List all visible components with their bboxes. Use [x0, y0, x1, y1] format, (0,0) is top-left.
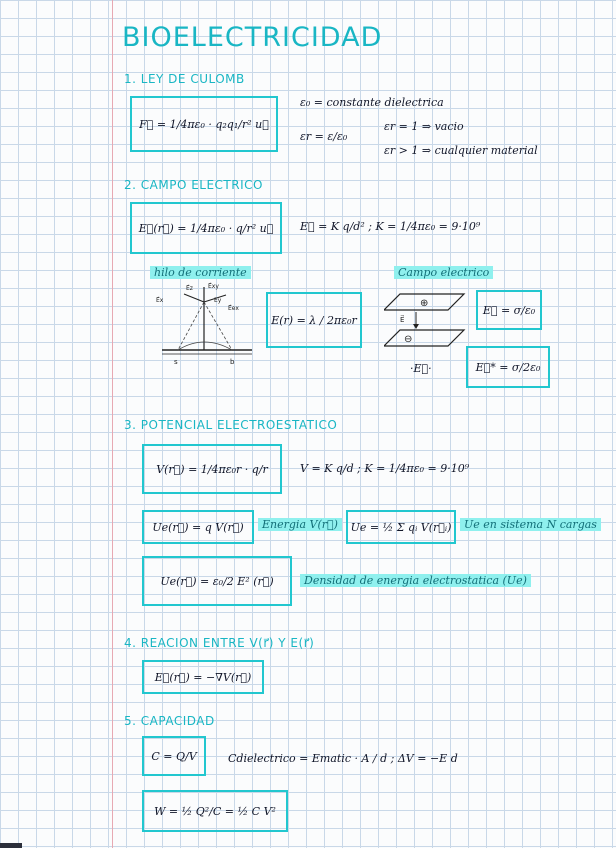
- plates-diagram: [384, 290, 468, 352]
- coulomb-formula-box: F⃗ = 1/4πε₀ · q₂q₁/r² u⃗: [130, 96, 278, 152]
- fig-label-ex: E⃗x: [156, 297, 164, 304]
- plate-plus-sign: ⊕: [420, 298, 429, 309]
- relacion-formula-box: E⃗(r⃗) = −∇V(r⃗): [142, 660, 264, 694]
- ue-sum-box: Ue = ½ Σ qᵢ V(r⃗ᵢ): [346, 510, 456, 544]
- vacio-note: εr = 1 ⇒ vacio: [384, 120, 464, 133]
- section-heading-campo: 2. CAMPO ELECTRICO: [124, 178, 263, 192]
- hilo-label: hilo de corriente: [150, 266, 251, 279]
- wire-arc: [178, 342, 232, 350]
- plate-minus-sign: ⊖: [404, 334, 413, 345]
- fig-label-exy: E⃗xy: [208, 283, 219, 290]
- section-heading-coulomb: 1. LEY DE CULOMB: [124, 72, 245, 86]
- wire-field-line: [184, 294, 204, 302]
- plate-field-label: E⃗: [400, 316, 405, 324]
- ue-density-box: Ue(r⃗) = ε₀/2 E² (r⃗): [142, 556, 292, 606]
- e-dot-note: ·E⃗·: [410, 362, 432, 375]
- plate-field-arrowhead: [413, 324, 419, 329]
- energy-formula-box: W = ½ Q²/C = ½ C V²: [142, 790, 288, 832]
- ue-density-label: Densidad de energia electrostatica (Ue): [300, 574, 531, 587]
- ue-formula-box: Ue(r⃗) = q V(r⃗): [142, 510, 254, 544]
- eps-r-formula: εr = ε/ε₀: [300, 130, 348, 143]
- campo-label: Campo electrico: [394, 266, 493, 279]
- page-title: BIOELECTRICIDAD: [122, 22, 383, 53]
- plate-formula-box: E⃗ = σ/ε₀: [476, 290, 542, 330]
- fig-label-s: s: [174, 358, 178, 366]
- campo-k-formula: E⃗ = K q/d² ; K = 1/4πε₀ = 9·10⁹: [300, 220, 481, 233]
- page-corner-mark: [0, 843, 22, 848]
- plate-bottom: [384, 330, 464, 346]
- wire-dashed-line: [178, 302, 204, 350]
- potencial-formula-box: V(r⃗) = 1/4πε₀r · q/r: [142, 444, 282, 494]
- hilo-formula-box: E(r) = λ / 2πε₀r: [266, 292, 362, 348]
- ue-label: Energia V(r⃗): [258, 518, 342, 531]
- section-heading-relacion: 4. REACION ENTRE V(r⃗) Y E(r⃗): [124, 636, 315, 650]
- plate-formula-box-2: E⃗* = σ/2ε₀: [466, 346, 550, 388]
- material-note: εr > 1 ⇒ cualquier material: [384, 144, 538, 157]
- fig-label-eex: E⃗ex: [228, 305, 239, 312]
- fig-label-ez: E⃗z: [186, 285, 193, 292]
- eps0-note: ε₀ = constante dielectrica: [300, 96, 444, 109]
- dielectric-formula: Cdielectrico = Ematic · A / d ; ΔV = −E d: [228, 752, 458, 765]
- potencial-k-formula: V = K q/d ; K = 1/4πε₀ = 9·10⁹: [300, 462, 470, 475]
- fig-label-ey: Ey: [214, 297, 222, 304]
- section-heading-potencial: 3. POTENCIAL ELECTROESTATICO: [124, 418, 338, 432]
- capacidad-formula-box: C = Q/V: [142, 736, 206, 776]
- ue-sum-label: Ue en sistema N cargas: [460, 518, 601, 531]
- campo-formula-box: E⃗(r⃗) = 1/4πε₀ · q/r² u⃗: [130, 202, 282, 254]
- wire-field-diagram: [154, 282, 264, 372]
- fig-label-b: b: [230, 358, 235, 366]
- margin-line: [112, 0, 113, 848]
- section-heading-capacidad: 5. CAPACIDAD: [124, 714, 215, 728]
